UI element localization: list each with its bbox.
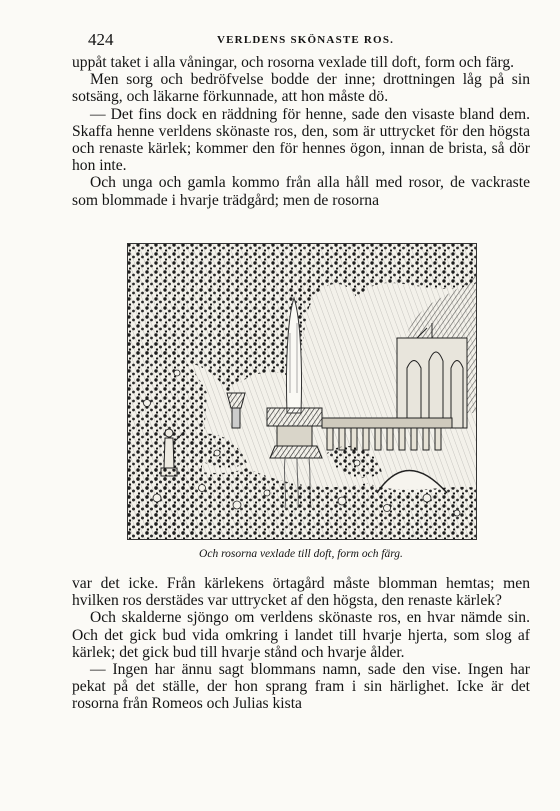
text-block-bottom — [72, 575, 530, 713]
fountain-engraving — [127, 243, 477, 540]
paragraph: uppåt taket i alla våningar, och rosorna vexlade till doft, form och färg. — [72, 54, 515, 71]
paragraph: — Ingen har ännu sagt blommans namn, sade den vise. Ingen har pekat på det ställe, der hon sprang fram i sin härlighet. Icke är det rosorna från Romeos och Julias kista — [72, 661, 530, 713]
paragraph: Och skalderne sjöngo om verldens skönaste ros, en hvar nämde sin. Och det gick bud vida omkring i landet till hvarje hjerta, som slog af kärlek; det gick bud till hvarje stånd och hvarje ålder. — [72, 609, 530, 661]
text-block-top — [72, 54, 530, 209]
paragraph: Och unga och gamla kommo från alla håll med rosor, de vackraste som blommade i hvarje trädgård; men de rosorna — [72, 174, 530, 209]
page-header — [72, 30, 530, 52]
paragraph: Men sorg och bedröfvelse bodde der inne; drottningen låg på sin sotsäng, och läkarne förkunnade, att hon måste dö. — [72, 71, 530, 106]
running-head: VERLDENS SKÖNASTE ROS. — [217, 34, 395, 46]
paragraph: var det icke. Från kärlekens örtagård måste blomman hemtas; men hvilken ros derstädes var uttrycket af den högsta, den renaste kärlek? — [72, 575, 530, 610]
paragraph: — Det fins dock en räddning för henne, sade den visaste bland dem. Skaffa henne verldens skönaste ros, den, som är uttrycket för den högsta och renaste kärlek; kommer den för hennes ögon, innan de brista, så dör hon inte. — [72, 105, 530, 175]
illustration-caption: Och rosorna vexlade till doft, form och färg. — [199, 548, 403, 560]
page-number: 424 — [88, 30, 114, 49]
